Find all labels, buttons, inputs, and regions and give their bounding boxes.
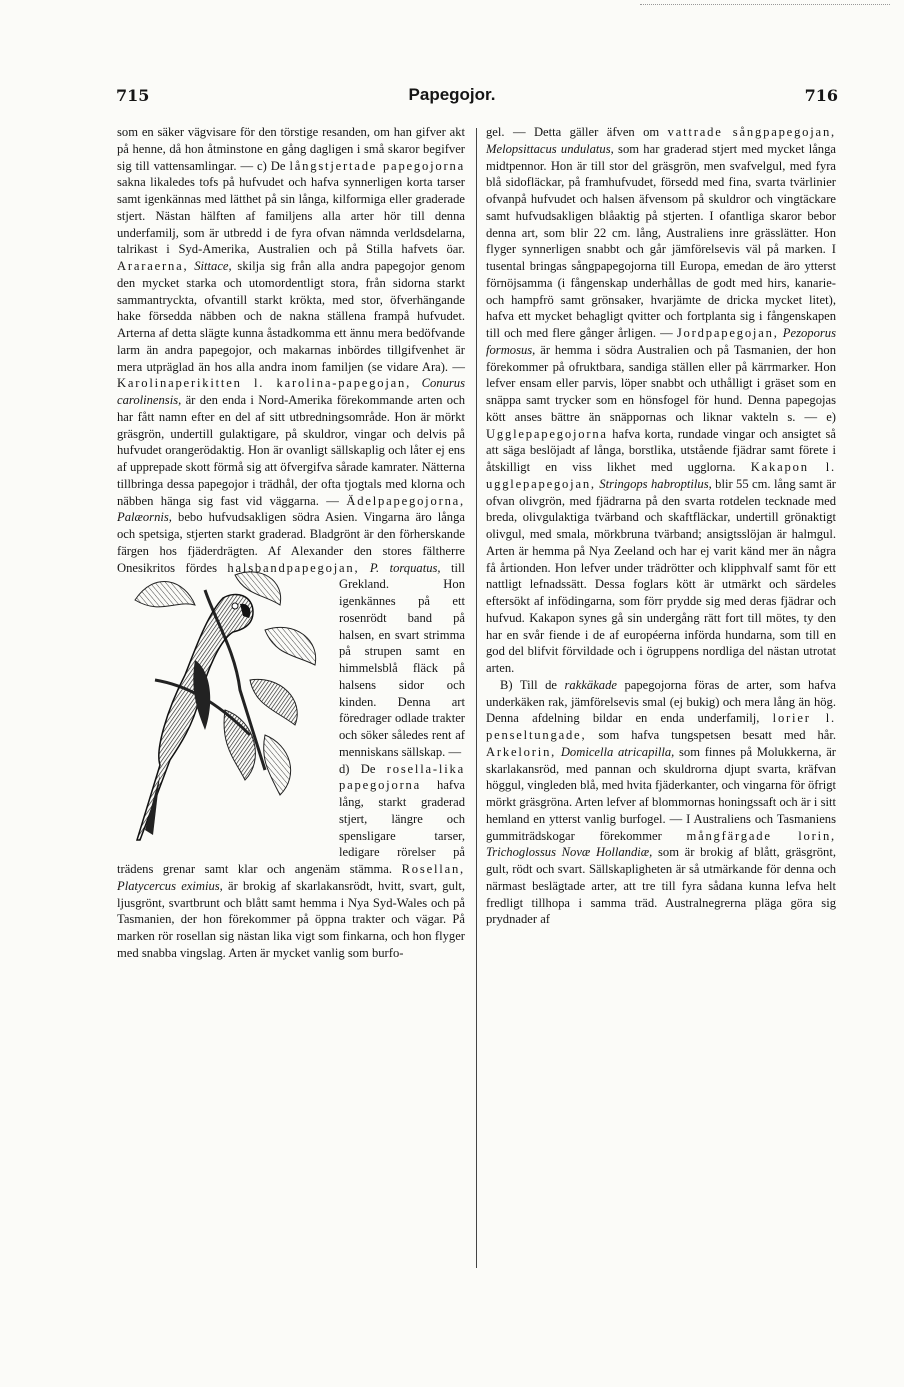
- left-column: [117, 124, 465, 962]
- right-column: [486, 124, 836, 928]
- page-title: Papegojor.: [408, 85, 496, 104]
- right-paragraph-1: gel. — Detta gäller äfven om vattrade sångpapegojan, Melopsittacus undulatus, som har graderad stjert med mycket långa midtpennor. Hon är till stor del gräsgrön, men svafvelgul, med fyra blå sidofläckar, på framhufvudet, försedd med fina, svarta tvärlinier ofvanpå hufvudet och halsen äfvensom på skuldror och vingtäckare samt hufvudsakligen blåaktig på stjerten. I ofantliga skaror bebor denna art, som blir 22 cm. lång, Australiens inre grässlätter. Hon flyger synnerligen snabbt och går jämförelsevis väl på marken. I tusental bringas sångpapegojorna till Europa, emedan de äro ytterst förnöjsamma (i fångenskap underhållas de godt med hirs, kanarie- och hampfrö samt grönsaker, hvarjämte de dricka mycket litet), hafva ett mycket behagligt qvitter och fortplanta sig i fångenskapen till och med flere gånger årligen. — Jordpapegojan, Pezoporus formosus, är hemma i södra Australien och på Tasmanien, der hon förekommer på ofruktbara, sandiga ställen eller på kärrmarker. Hon lefver ensam eller parvis, löper snabbt och uthålligt i gräset som en snäppa samt trycker som en hönsfogel för hund. Denna papegojas kött anses bättre än snäppornas och liknar vakteln s. — e) Ugglepapegojorna hafva korta, rundade vingar och ansigtet så att säga beslöjadt af långa, borstlika, utstående fjädrar samt förete i åtskilligt en viss likhet med ugglorna. Kakapon l. ugglepapegojan, Stringops habroptilus, blir 55 cm. lång samt är ofvan olivgrön, med fjädrarna på den svarta rotdelen tecknade med breda, olivgulaktiga tvärband och skaftfläckar, undertill grönaktigt olivgul, med smala, mörkbruna tvärband; ansigtsslöjan är halmgul. Arten är hemma på Nya Zeeland och har ej varit känd mer än några få årtionden. Hon lefver under trädrötter och klipphvalf samt för ett nattligt lefnadssätt. Dessa foglars kött är utmärkt och särdeles eftersökt af infödingarna, som förr prydde sig med deras fjädrar och hufvud. Kakapon synes gå sin undergång rätt fort till mötes, ty den har en svår fiende i de af européerna införda hundarna, som till en god del blifvit förvildade och i ögruppens nordliga del nästan utrotat arten.: [486, 125, 836, 675]
- page-number-left: 715: [116, 86, 150, 105]
- parrot-engraving-icon: [115, 560, 333, 846]
- parrot-illustration: [115, 560, 333, 846]
- left-paragraph-1: som en säker vägvisare för den törstige resanden, om han gifver akt på henne, då hon åtminstone en gång dagligen i små skaror begifver sig till vattensamlingar. — c) De långstjertade papegojorna sakna likaledes tofs på hufvudet och hafva synnerligen korta tarser samt igenkännas med lätthet på sin långa, kilformiga eller graderade stjert. Nästan hälften af familjens alla arter hör till denna underfamilj, som är utbredd i de fyra ofvan nämnda verldsdelarna, talrikast i Syd-Amerika, Australien och på Stilla hafvets öar. Araraerna, Sittace, skilja sig från alla andra papegojor genom den mycket starka och utomordentligt stora, från sidorna starkt sammantryckta, ofvantill starkt krökta, med stor, öfverhängande hake försedda näbben och de nakna ställena frampå hufvudet. Arterna af detta slägte kunna åstadkomma ett ännu mera bedöfvande larm än andra papegojor, och makarnas inbördes tillgifvenhet är mera utpräglad än hos alla andra inom familjen (se vidare Ara). — Karolinaperikitten l. karolina-papegojan, Conurus carolinensis, är den enda i Nord-Amerika förekommande arten och har fått namn efter en del af sitt utbredningsområde. Hon är mörkt gräsgrön, undertill gulaktigare, på skuldror, vingar och delvis på hufvudet orangerödaktig. Hon är ovanligt sällskaplig och låter ej ens af upprepade skott förmå sig att öfvergifva sårade kamrater. Nätterna tillbringa dessa papegojor i trädhål, der ofta tjogtals med klorna och näbben hänga sig fast vid väggarna. — Ädelpapegojorna, Palæornis, bebo hufvudsakligen södra Asien. Vingarna äro långa och spetsiga, stjerten starkt graderad. Bladgrönt är den förherskande färgen hos fjäderdrägten. Af Alexander den stores fältherre Onesikritos fördes halsbandpapegojan, P. torquatus, till Grekland. Hon igenkännes på ett rosenrödt band på halsen, en svart strimma på strupen samt en himmelsblå fläck på halsens sidor och kinden. Denna art föredrager odlade trakter och söker således rent af menniskans sällskap. —: [117, 124, 465, 761]
- right-paragraph-2: B) Till de rakkäkade papegojorna föras de arter, som hafva underkäken rak, jämförelsevis smal (ej bukig) och mera lång än hög. Denna afdelning bildar en enda underfamilj, lorier l. penseltungade, som hafva tungspetsen besatt med hår. Arkelorin, Domicella atricapilla, som finnes på Molukkerna, är skarlakansröd, med pannan och skuldrorna djupt svarta, kräfvan höggul, vingleden blå, med hvita fjäderkanter, och vingarna för öfrigt mörkt gräsgröna. Arten lefver af blommornas honingssaft och är i sitt hemland en ytterst vanlig burfogel. — I Australiens och Tasmaniens gummiträdskogar förekommer mångfärgade lorin, Trichoglossus Novæ Hollandiæ, som är brokig af blått, gräsgrönt, gult, rödt och svart. Sällskapligheten är så utmärkande för denna och närmast beslägtade arter, att tre till fyra sådana kunna lefva helt fredligt tillhopa i samma träd. Australnegrerna pläga göra sig prydnader af: [486, 677, 837, 927]
- left-paragraph-2: d) De rosella-lika papegojorna hafva lång, starkt graderad stjert, längre och spensligare tarser, ledigare rörelser på trädens grenar samt klar och angenäm stämma. Rosellan, Platycercus eximius, är brokig af skarlakansrödt, hvitt, svart, gult, ljusgrönt, svartbrunt och blått samt hemma i Nya Syd-Wales och på Tasmanien, der hon förekommer på öppna trakter och vägar. På marken rör rosellan sig nästan lika vigt som finkarna, och hon flyger med snabba vingslag. Arten är mycket vanlig som burfo-: [117, 761, 466, 960]
- column-divider: [476, 128, 477, 1268]
- top-edge-dots: [640, 4, 890, 6]
- page-number-right: 716: [804, 86, 838, 105]
